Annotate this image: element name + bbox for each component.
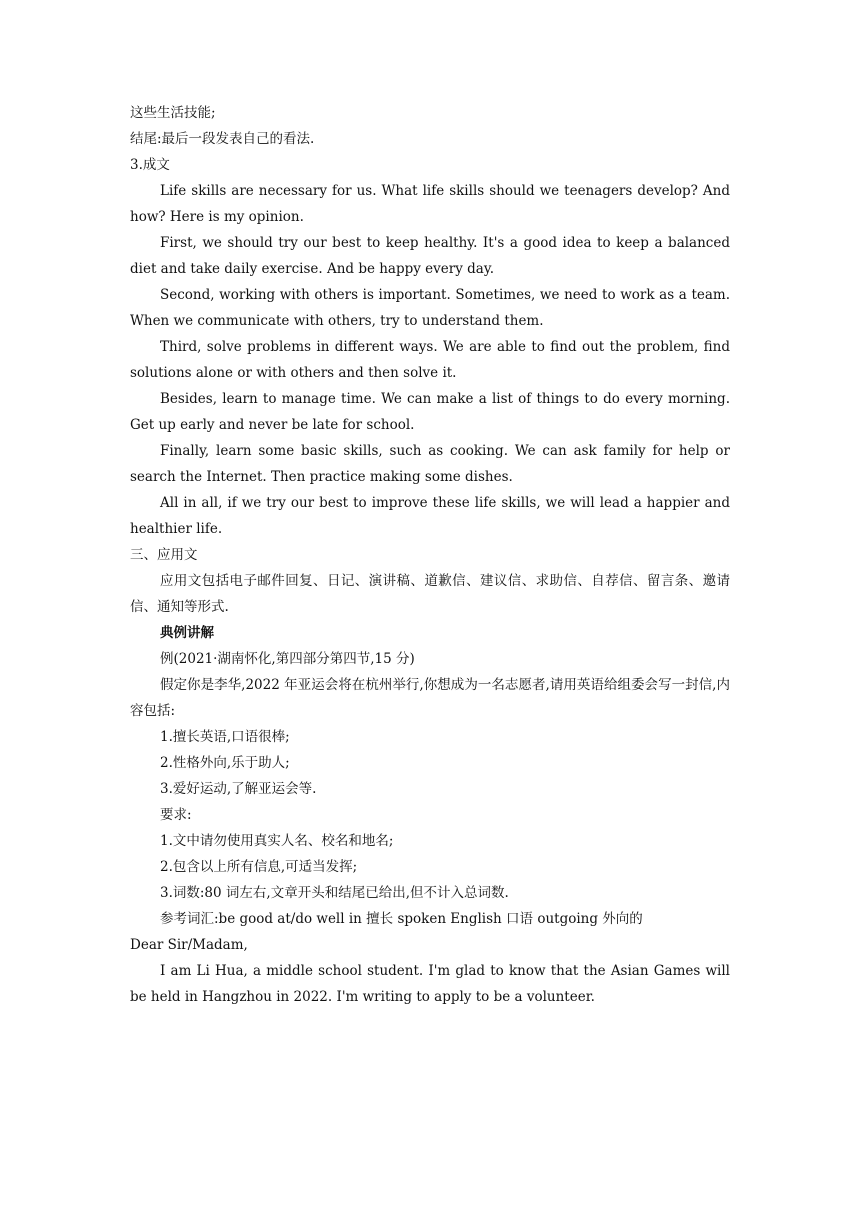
essay-paragraph-4: Third, solve problems in different ways. We are able to find out the problem, find solutions alone or with others and then solve it. (130, 339, 730, 381)
requirement-item-3: 3.词数:80 词左右,文章开头和结尾已给出,但不计入总词数. (160, 885, 509, 901)
essay-paragraph-5: Besides, learn to manage time. We can make a list of things to do every morning. Get up early and never be late for school. (130, 391, 730, 433)
essay-paragraph-1: Life skills are necessary for us. What life skills should we teenagers develop? And how? Here is my opinion. (130, 183, 730, 225)
example-heading: 典例讲解 (160, 625, 214, 641)
letter-salutation: Dear Sir/Madam, (130, 937, 248, 953)
task-description: 假定你是李华,2022 年亚运会将在杭州举行,你想成为一名志愿者,请用英语给组委会写一封信,内容包括: (130, 677, 730, 719)
intro-line-1: 这些生活技能; (130, 105, 216, 121)
content-item-1: 1.擅长英语,口语很棒; (160, 729, 290, 745)
document-page (130, 100, 730, 1010)
content-item-3: 3.爱好运动,了解亚运会等. (160, 781, 317, 797)
requirement-item-2: 2.包含以上所有信息,可适当发挥; (160, 859, 358, 875)
essay-paragraph-7: All in all, if we try our best to improve these life skills, we will lead a happier and healthier life. (130, 495, 730, 537)
essay-paragraph-6: Finally, learn some basic skills, such as cooking. We can ask family for help or search the Internet. Then practice making some dishes. (130, 443, 730, 485)
letter-body: I am Li Hua, a middle school student. I'm glad to know that the Asian Games will be held in Hangzhou in 2022. I'm writing to apply to be a volunteer. (130, 963, 730, 1005)
requirements-label: 要求: (160, 807, 192, 823)
vocab-reference: 参考词汇:be good at/do well in 擅长 spoken English 口语 outgoing 外向的 (160, 911, 643, 927)
requirement-item-1: 1.文中请勿使用真实人名、校名和地名; (160, 833, 394, 849)
example-source: 例(2021·湖南怀化,第四部分第四节,15 分) (160, 651, 415, 667)
essay-paragraph-2: First, we should try our best to keep healthy. It's a good idea to keep a balanced diet and take daily exercise. And be happy every day. (130, 235, 730, 277)
essay-heading: 3.成文 (130, 157, 170, 173)
section-heading: 三、应用文 (130, 547, 198, 563)
section-description: 应用文包括电子邮件回复、日记、演讲稿、道歉信、建议信、求助信、自荐信、留言条、邀请信、通知等形式. (130, 573, 730, 615)
essay-paragraph-3: Second, working with others is important. Sometimes, we need to work as a team. When we communicate with others, try to understand them. (130, 287, 730, 329)
intro-line-2: 结尾:最后一段发表自己的看法. (130, 131, 315, 147)
content-item-2: 2.性格外向,乐于助人; (160, 755, 290, 771)
